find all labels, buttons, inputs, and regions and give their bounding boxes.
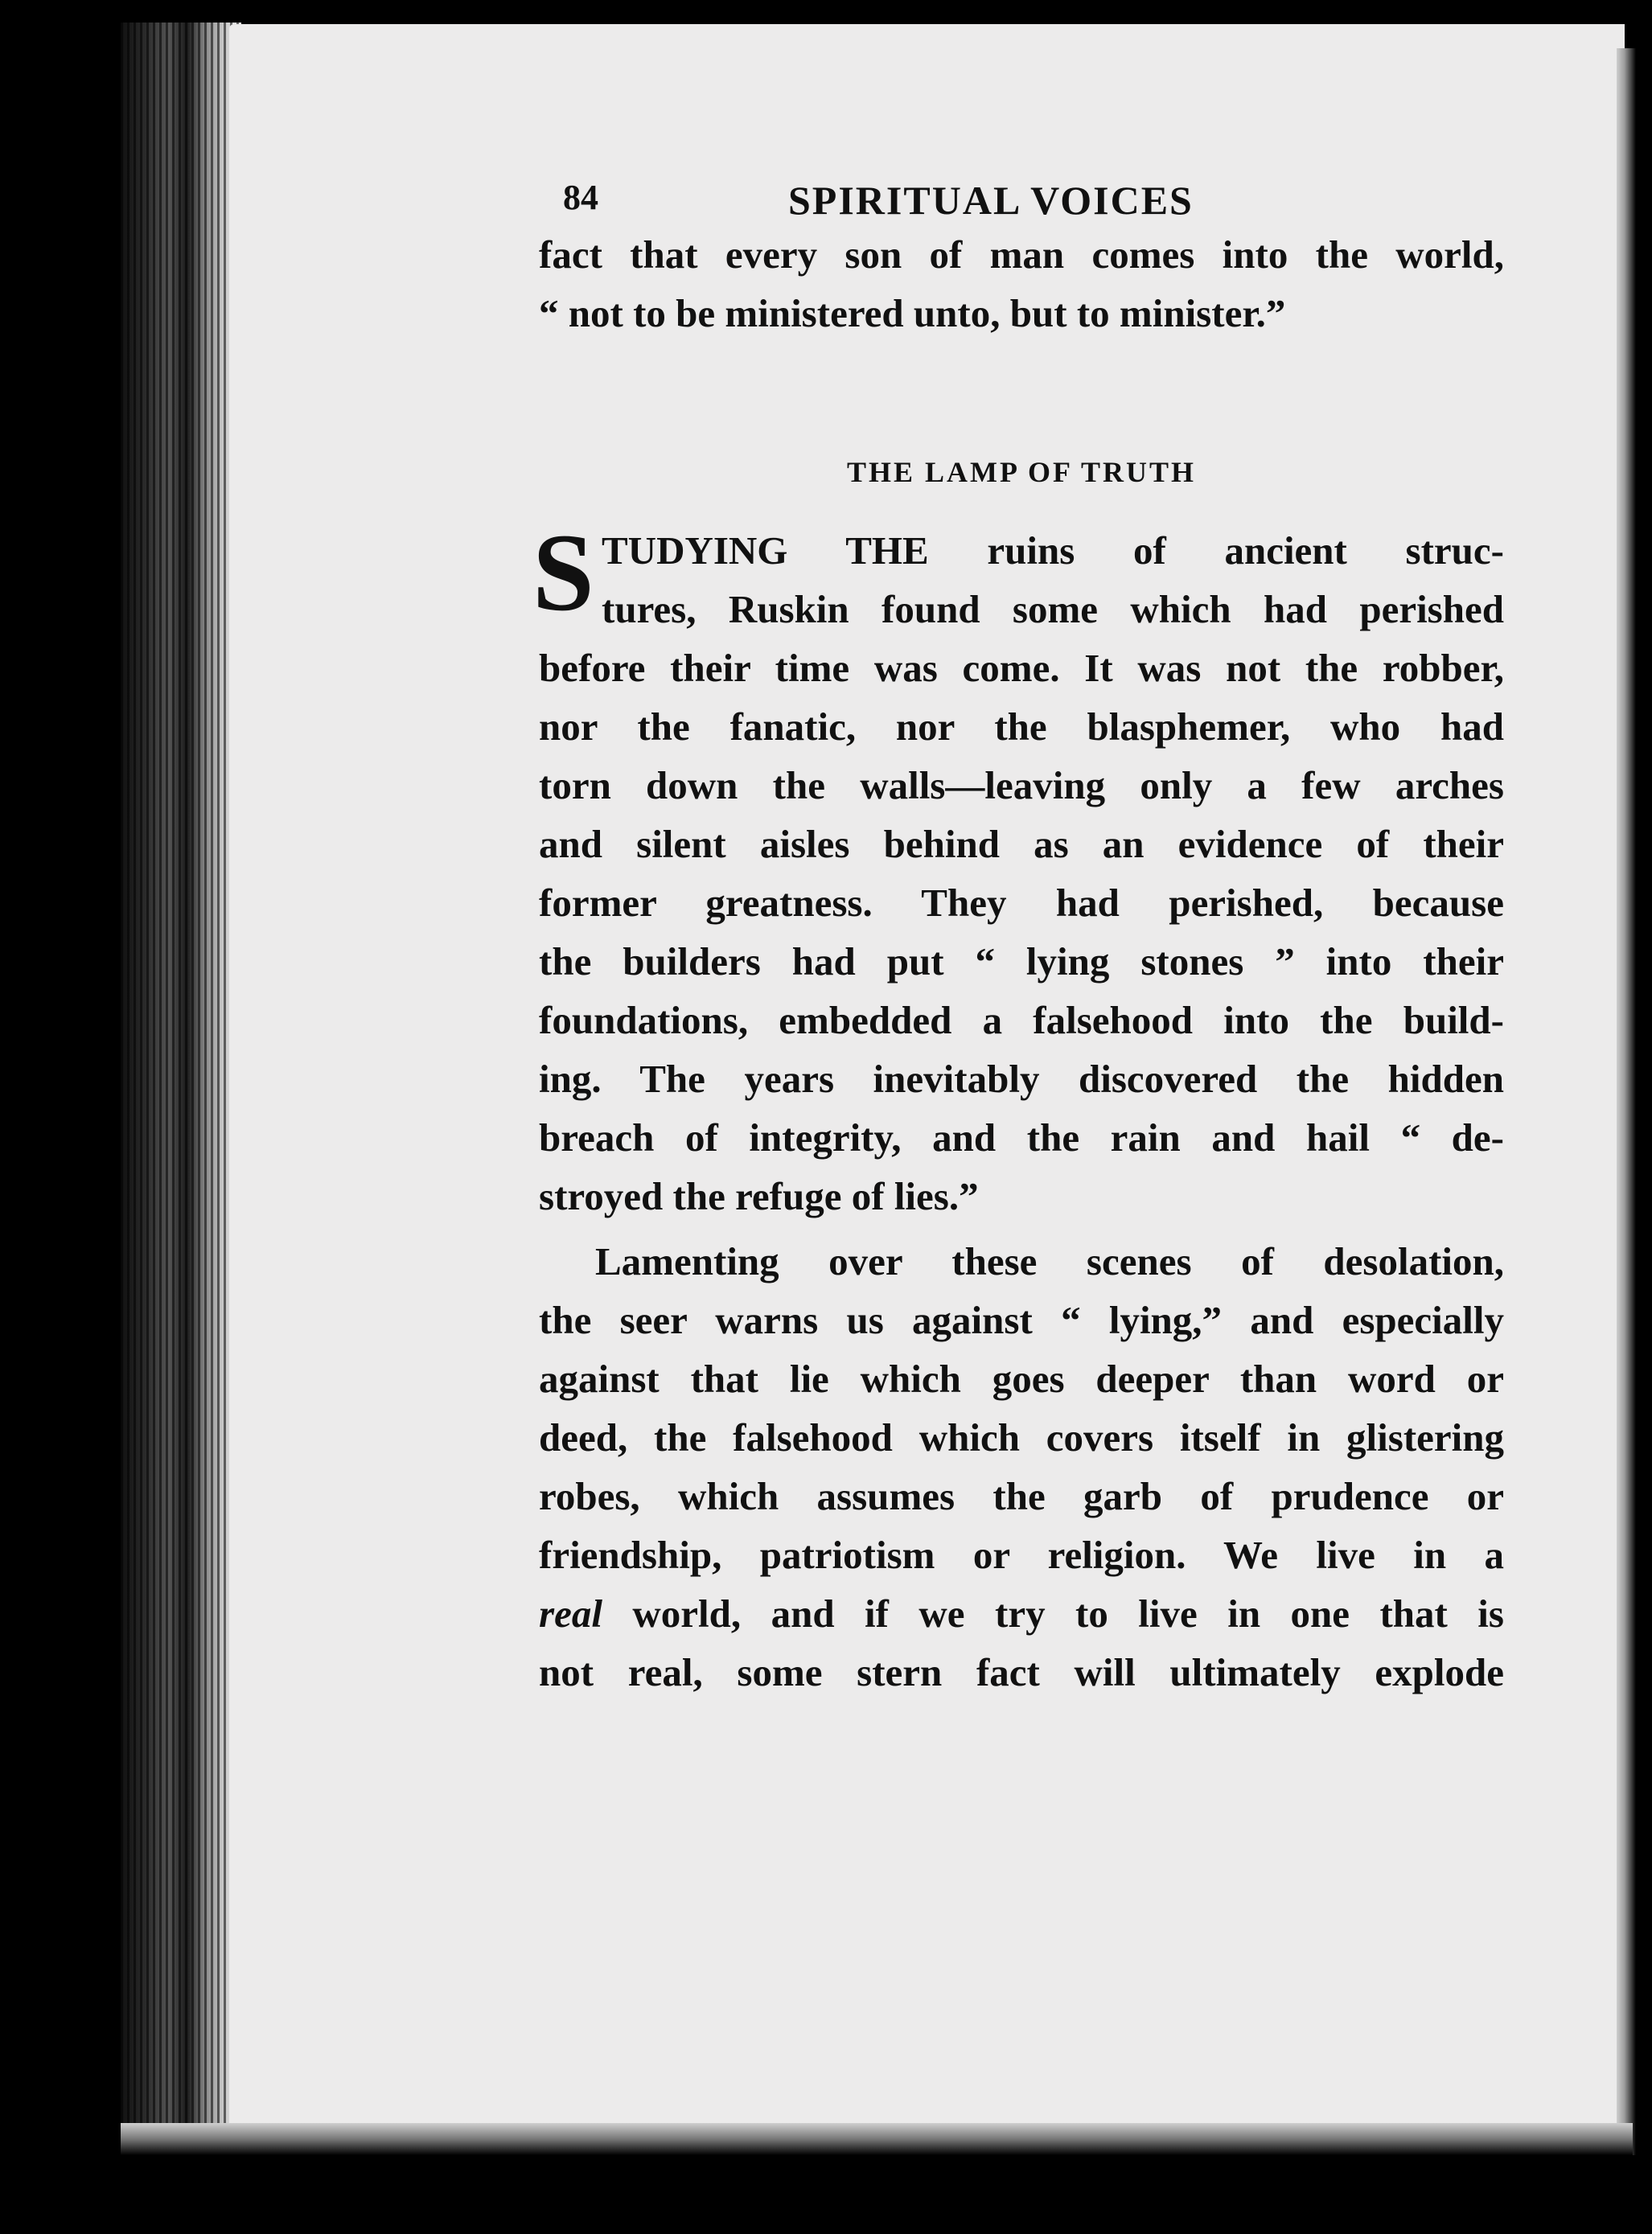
continuation-paragraph <box>539 225 1504 343</box>
page-text <box>532 161 1504 1702</box>
text-line: robes, which assumes the garb of prudence or <box>539 1474 1504 1518</box>
text-line: and silent aisles behind as an evidence of their <box>539 822 1504 866</box>
text-line: ing. The years inevitably discovered the hidden <box>539 1057 1504 1101</box>
text-line: before their time was come. It was not the robber, <box>539 646 1504 690</box>
italic-word: real <box>539 1591 602 1636</box>
drop-cap: S <box>532 511 594 634</box>
text-line: torn down the walls—leaving only a few arches <box>539 763 1504 807</box>
text-line: stroyed the refuge of lies.” <box>539 1174 979 1218</box>
text-line: TUDYING THE ruins of ancient struc- <box>602 528 1504 573</box>
running-head <box>539 161 1504 225</box>
text-span: world, and if we try to live in one that is <box>602 1591 1504 1636</box>
paragraph <box>539 1232 1504 1702</box>
book-title: SPIRITUAL VOICES <box>788 178 1194 223</box>
text-line: former greatness. They had perished, because <box>539 881 1504 925</box>
page-bottom-shadow <box>121 2123 1633 2155</box>
text-line: nor the fanatic, nor the blasphemer, who had <box>539 704 1504 749</box>
text-line <box>539 1584 1504 1643</box>
text-line: foundations, embedded a falsehood into the build- <box>539 998 1504 1042</box>
text-line: Lamenting over these scenes of desolation, <box>595 1239 1504 1283</box>
text-line: fact that every son of man comes into the world, <box>539 232 1504 277</box>
text-line: breach of integrity, and the rain and hail “ de- <box>539 1115 1504 1160</box>
page-number: 84 <box>563 178 598 217</box>
book-page-edges <box>121 23 241 2154</box>
text-line: deed, the falsehood which covers itself in glistering <box>539 1415 1504 1460</box>
section-heading: THE LAMP OF TRUTH <box>846 456 1197 488</box>
text-line: against that lie which goes deeper than word or <box>539 1357 1504 1401</box>
text-line: friendship, patriotism or religion. We live in a <box>539 1533 1504 1577</box>
text-line: “ not to be ministered unto, but to minister.” <box>539 291 1286 335</box>
paragraph <box>532 511 1504 1226</box>
text-line: not real, some stern fact will ultimately explode <box>539 1650 1504 1694</box>
text-line: tures, Ruskin found some which had perished <box>602 587 1504 631</box>
text-line: the builders had put “ lying stones ” into their <box>539 939 1504 984</box>
text-line: the seer warns us against “ lying,” and especially <box>539 1298 1504 1342</box>
page-right-shadow <box>1617 48 1636 2155</box>
